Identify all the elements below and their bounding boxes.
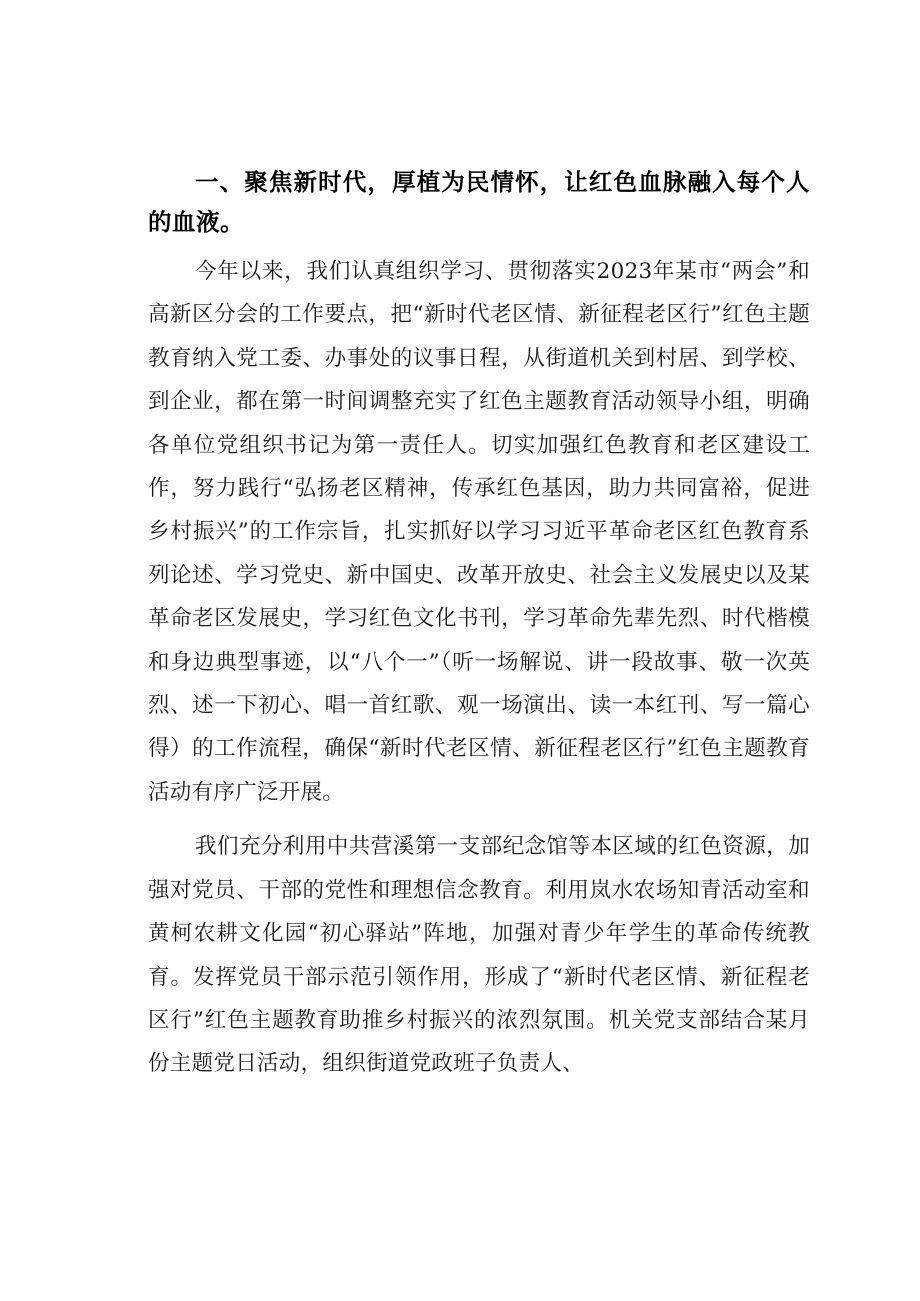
- body-paragraph-2: 我们充分利用中共营溪第一支部纪念馆等本区域的红色资源，加强对党员、干部的党性和理想信念教育。利用岚水农场知青活动室和黄柯农耕文化园“初心驿站”阵地，加强对青少年学生的革命传统教育。发挥党员干部示范引领作用，形成了“新时代老区情、新征程老区行”红色主题教育助推乡村振兴的浓烈氛围。机关党支部结合某月份主题党日活动，组织街道党政班子负责人、: [148, 834, 810, 1077]
- section-heading: 一、聚焦新时代，厚植为民情怀，让红色血脉融入每个人的血液。: [148, 168, 810, 236]
- document-body: [148, 162, 810, 1086]
- body-paragraph-1: 今年以来，我们认真组织学习、贯彻落实2023年某市“两会”和高新区分会的工作要点，把“新时代老区情、新征程老区行”红色主题教育纳入党工委、办事处的议事日程，从街道机关到村居、到学校、到企业，都在第一时间调整充实了红色主题教育活动领导小组，明确各单位党组织书记为第一责任人。切实加强红色教育和老区建设工作，努力践行“弘扬老区精神，传承红色基因，助力共同富裕，促进乡村振兴”的工作宗旨，扎实抓好以学习习近平革命老区红色教育系列论述、学习党史、新中国史、改革开放史、社会主义发展史以及某革命老区发展史，学习红色文化书刊，学习革命先辈先烈、时代楷模和身边典型事迹，以“八个一”（听一场解说、讲一段故事、敬一次英烈、述一下初心、唱一首红歌、观一场演出、读一本红刊、写一篇心得）的工作流程，确保“新时代老区情、新征程老区行”红色主题教育活动有序广泛开展。: [148, 259, 810, 805]
